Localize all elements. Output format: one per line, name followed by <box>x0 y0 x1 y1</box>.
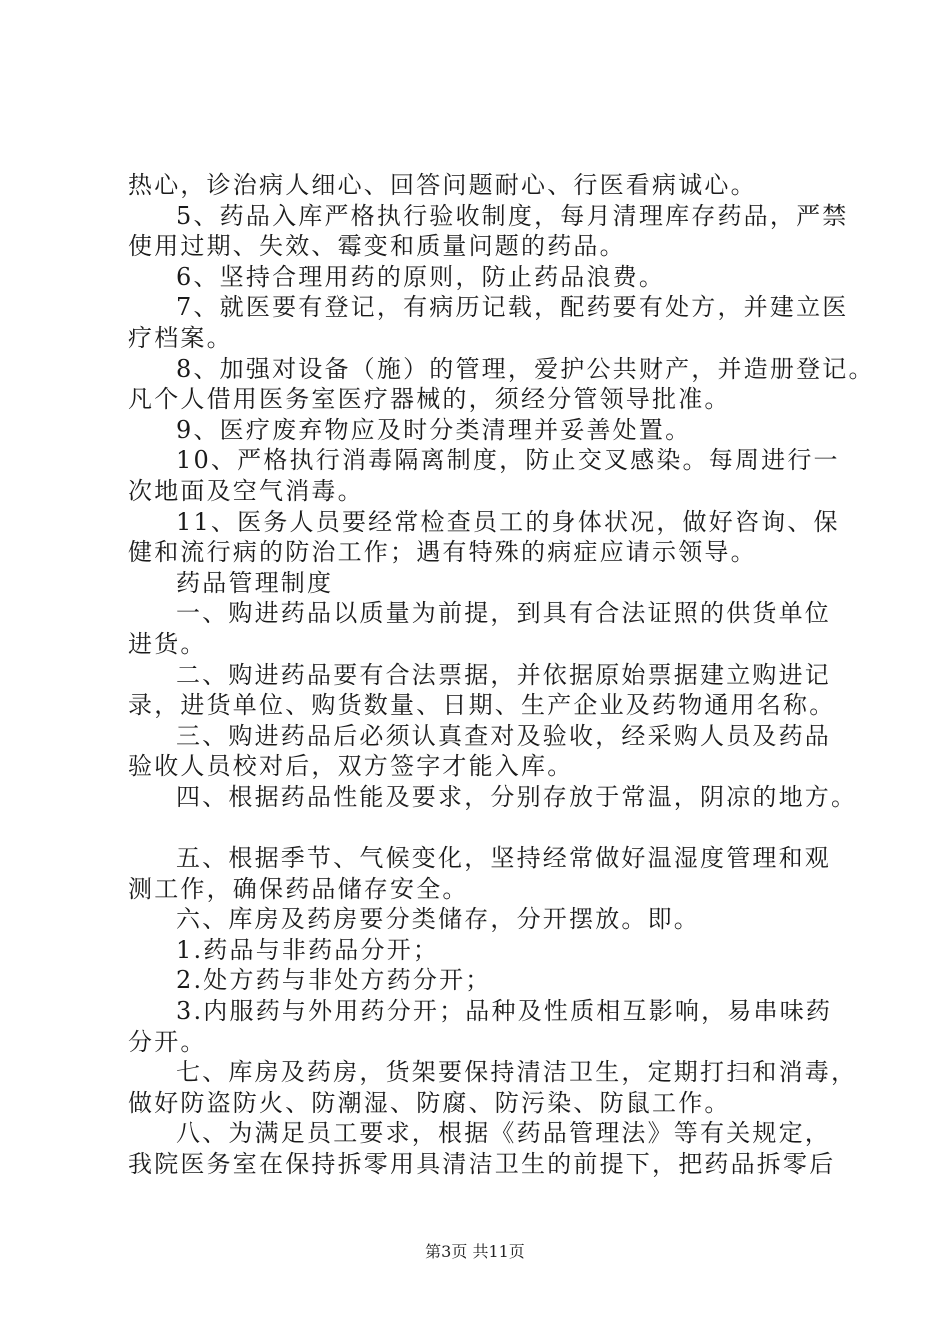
page-footer: 第3页 共11页 <box>425 1242 525 1261</box>
text-line: 进货。 <box>128 629 207 658</box>
document-body <box>128 170 875 1180</box>
text-line: 六、库房及药房要分类储存，分开摆放。即。 <box>176 905 700 934</box>
text-line: 热心，诊治病人细心、回答问题耐心、行医看病诚心。 <box>128 171 757 199</box>
blank-line <box>128 812 840 843</box>
text-line: 四、根据药品性能及要求，分别存放于常温，阴凉的地方。 <box>176 782 858 811</box>
text-line: 9、医疗废弃物应及时分类清理并妥善处置。 <box>176 415 692 444</box>
text-line: 11、医务人员要经常检查员工的身体状况，做好咨询、保 <box>176 507 840 536</box>
text-line: 凡个人借用医务室医疗器械的，须经分管领导批准。 <box>128 385 731 414</box>
text-line: 一、购进药品以质量为前提，到具有合法证照的供货单位 <box>176 599 831 628</box>
text-line: 7、就医要有登记，有病历记载，配药要有处方，并建立医 <box>176 293 849 322</box>
text-line: 录，进货单位、购货数量、日期、生产企业及药物通用名称。 <box>128 691 836 720</box>
text-line: 验收人员校对后，双方签字才能入库。 <box>128 752 574 781</box>
text-line: 我院医务室在保持拆零用具清洁卫生的前提下，把药品拆零后 <box>128 1150 836 1178</box>
text-line: 1.药品与非药品分开； <box>176 935 440 964</box>
text-line: 药品管理制度 <box>176 568 334 597</box>
text-line: 5、药品入库严格执行验收制度，每月清理库存药品，严禁 <box>176 201 849 230</box>
text-line: 分开。 <box>128 1027 207 1056</box>
text-line: 测工作，确保药品储存安全。 <box>128 874 469 903</box>
text-line: 使用过期、失效、霉变和质量问题的药品。 <box>128 232 626 261</box>
text-line: 8、加强对设备（施）的管理，爱护公共财产，并造册登记。 <box>176 354 875 383</box>
text-line: 七、库房及药房，货架要保持清洁卫生，定期打扫和消毒， <box>176 1058 858 1087</box>
text-line: 疗档案。 <box>128 323 233 352</box>
text-line: 10、严格执行消毒隔离制度，防止交叉感染。每周进行一 <box>176 446 840 475</box>
text-line: 2.处方药与非处方药分开； <box>176 966 492 995</box>
text-line: 次地面及空气消毒。 <box>128 476 364 505</box>
text-line: 做好防盗防火、防潮湿、防腐、防污染、防鼠工作。 <box>128 1088 731 1117</box>
text-line: 二、购进药品要有合法票据，并依据原始票据建立购进记 <box>176 660 831 689</box>
text-line: 6、坚持合理用药的原则，防止药品浪费。 <box>176 262 666 291</box>
text-line: 健和流行病的防治工作；遇有特殊的病症应请示领导。 <box>128 538 757 567</box>
text-line: 八、为满足员工要求，根据《药品管理法》等有关规定， <box>176 1119 831 1148</box>
text-line: 三、购进药品后必须认真查对及验收，经采购人员及药品 <box>176 721 831 750</box>
text-line: 3.内服药与外用药分开；品种及性质相互影响，易串味药 <box>176 997 833 1026</box>
text-line: 五、根据季节、气候变化，坚持经常做好温湿度管理和观 <box>176 844 831 873</box>
